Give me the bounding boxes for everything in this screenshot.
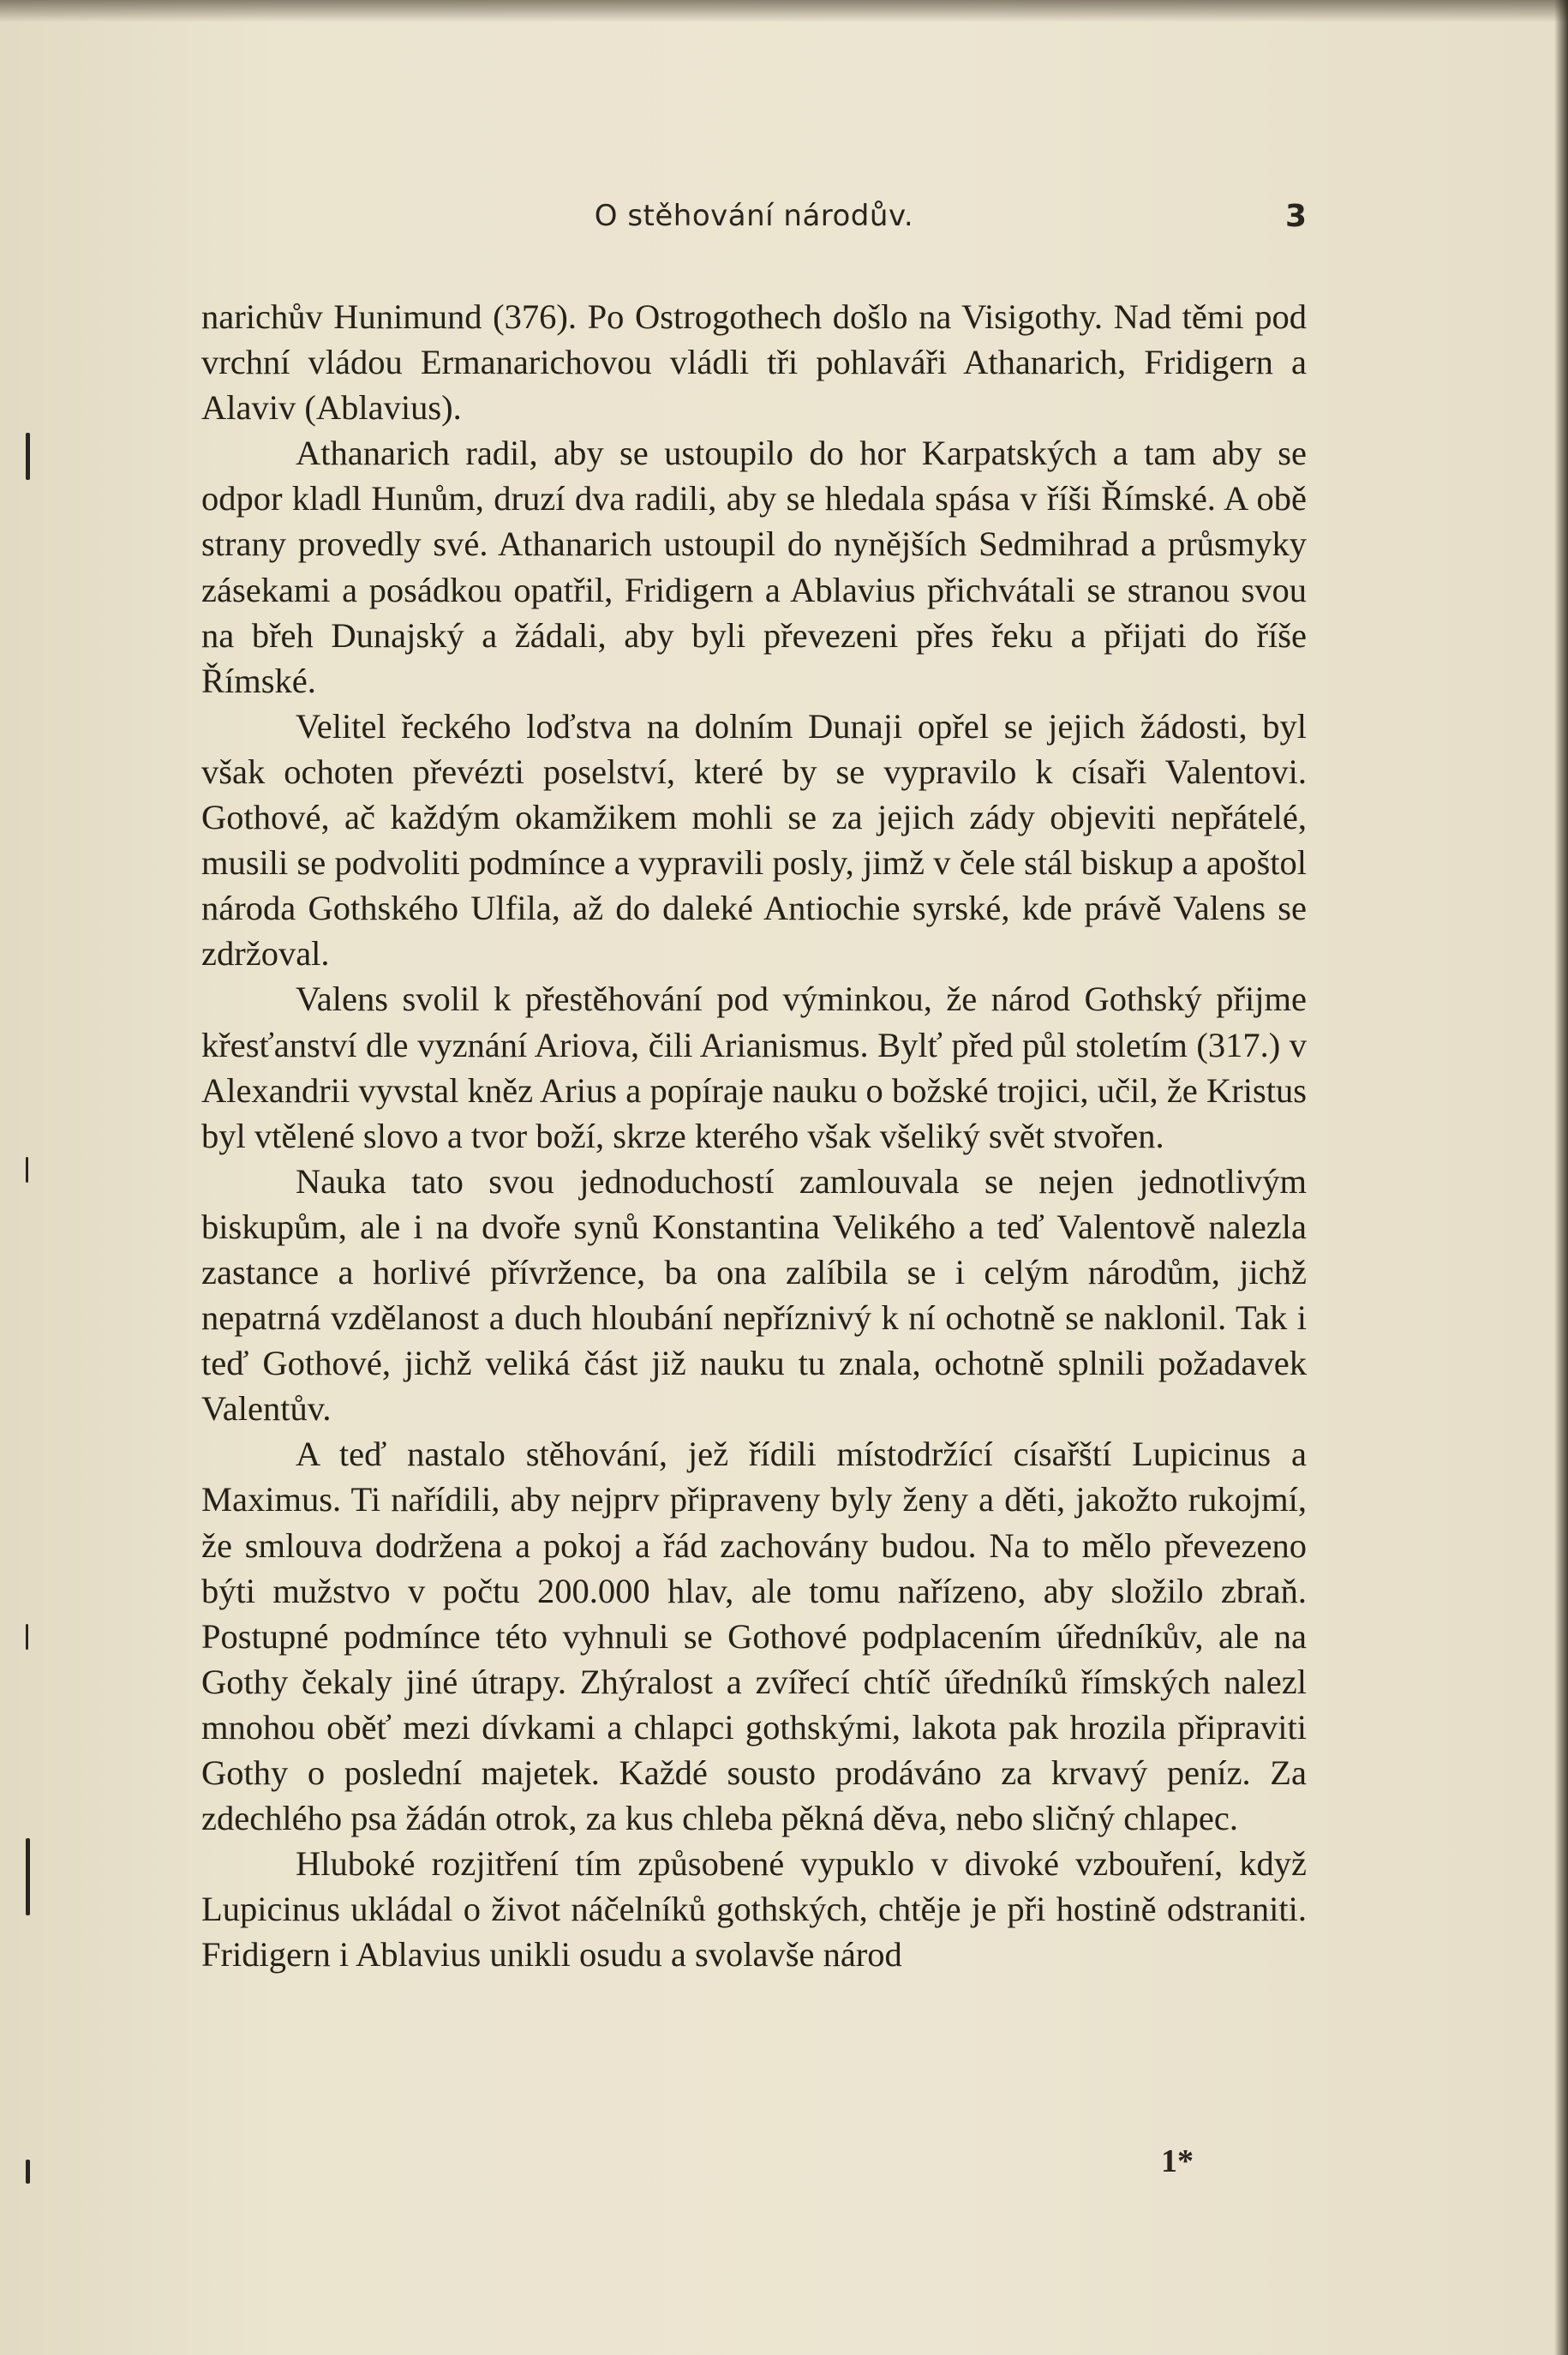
margin-mark xyxy=(26,1157,28,1183)
paragraph: A teď nastalo stěhování, jež řídili místodržící císařští Lupicinus a Maximus. Ti nařídili, aby nejprv připraveny byly ženy a děti, jakožto rukojmí, že smlouva dodržena a pokoj a řád zachovány budou. Na to mělo převezeno býti mužstvo v počtu 200.000 hlav, ale tomu nařízeno, aby složilo zbraň. Postupné podmínce této vyhnuli se Gothové podplacením úředníkův, ale na Gothy čekaly jiné útrapy. Zhýralost a zvířecí chtíč úředníků římských nalezl mnohou oběť mezi dívkami a chlapci gothskými, lakota pak hrozila připraviti Gothy o poslední majetek. Každé sousto prodáváno za krvavý peníz. Za zdechlého psa žádán otrok, za kus chleba pěkná děva, nebo sličný chlapec. xyxy=(201,1435,1307,1838)
paragraph: Athanarich radil, aby se ustoupilo do hor Karpatských a tam aby se odpor kladl Hunům, druzí dva radili, aby se hledala spása v říši Římské. A obě strany provedly své. Athanarich ustoupil do nynějších Sedmihrad a průsmyky zásekami a posádkou opatřil, Fridigern a Ablavius přichvátali se stranou svou na břeh Dunajský a žádali, aby byli převezeni přes řeku a přijati do říše Římské. xyxy=(201,434,1307,700)
page-number: 3 xyxy=(1284,199,1307,234)
margin-mark xyxy=(26,433,30,480)
margin-mark xyxy=(26,1624,28,1650)
page-right-edge-shadow xyxy=(1554,0,1568,2355)
margin-mark xyxy=(26,1838,30,1915)
running-header xyxy=(201,199,1307,250)
paragraph: Hluboké rozjitření tím způsobené vypuklo v divoké vzbouření, když Lupicinus ukládal o život náčelníků gothských, chtěje je při hostině odstraniti. Fridigern i Ablavius unikli osudu a svolavše národ xyxy=(201,1844,1307,1974)
paragraph: Velitel řeckého loďstva na dolním Dunaji opřel se jejich žádosti, byl však ochoten převézti poselství, které by se vypravilo k císaři Valentovi. Gothové, ač každým okamžikem mohli se za jejich zády objeviti nepřátelé, musili se podvoliti podmínce a vypravili posly, jimž v čele stál biskup a apoštol národa Gothského Ulfila, až do daleké Antiochie syrské, kde právě Valens se zdržoval. xyxy=(201,706,1307,974)
margin-mark xyxy=(26,2160,30,2184)
signature-mark: 1* xyxy=(1161,2143,1194,2179)
body-text xyxy=(201,294,1307,1977)
paragraph: narichův Hunimund (376). Po Ostrogothech došlo na Visigothy. Nad těmi pod vrchní vládou Ermanarichovou vládli tři pohlaváři Athanarich, Fridigern a Alaviv (Ablavius). xyxy=(201,297,1307,428)
paragraph: Nauka tato svou jednoduchostí zamlouvala se nejen jednotlivým biskupům, ale i na dvoře synů Konstantina Velikého a teď Valentově nalezla zastance a horlivé přívržence, ba ona zalíbila se i celým národům, jichž nepatrná vzdělanost a duch hloubání nepříznivý k ní ochotně se naklonil. Tak i teď Gothové, jichž veliká část již nauku tu znala, ochotně splnili požadavek Valentův. xyxy=(201,1161,1307,1429)
paragraph: Valens svolil k přestěhování pod výminkou, že národ Gothský přijme křesťanství dle vyznání Ariova, čili Arianismus. Bylť před půl stoletím (317.) v Alexandrii vyvstal kněz Arius a popíraje nauku o božské trojici, učil, že Kristus byl vtělené slovo a tvor boží, skrze kterého však všeliký svět stvořen. xyxy=(201,980,1307,1155)
page-title: O stěhování národův. xyxy=(594,199,914,233)
page-top-shadow xyxy=(0,0,1568,22)
